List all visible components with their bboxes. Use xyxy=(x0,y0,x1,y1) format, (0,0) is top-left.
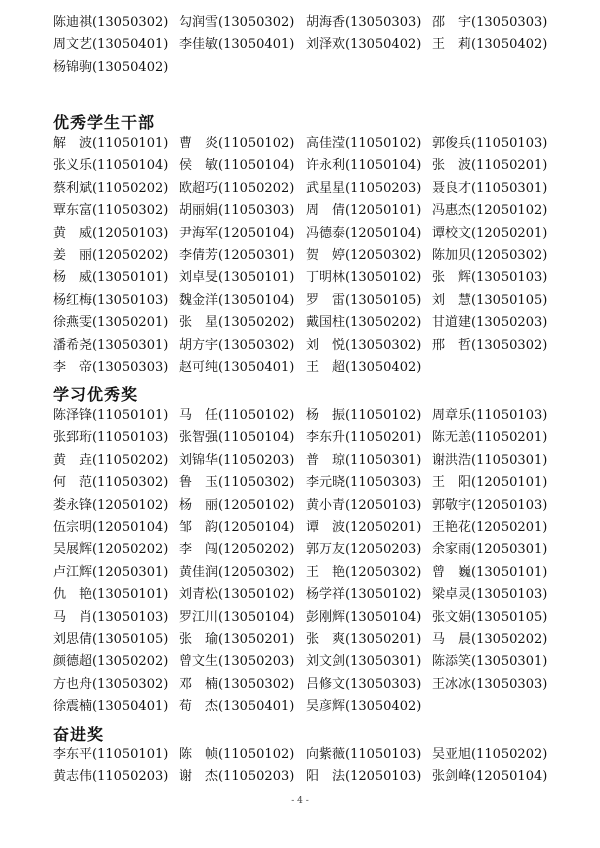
name-entry: 李佳敏(13050401) xyxy=(179,37,295,53)
name-entry: 曾 巍(13050101) xyxy=(432,564,548,580)
name-entry: 贺 婷(12050302) xyxy=(306,247,422,263)
name-entry: 娄永锋(12050102) xyxy=(53,497,169,513)
name-entry: 黄 垚(11050202) xyxy=(53,452,169,468)
name-entry: 何 范(11050302) xyxy=(53,475,169,491)
name-entry: 颜德超(13050202) xyxy=(53,654,169,670)
name-entry: 解 波(11050101) xyxy=(53,136,169,151)
name-entry: 胡丽娟(11050303) xyxy=(179,203,295,219)
name-entry: 张 星(13050202) xyxy=(179,315,295,331)
name-entry: 吴亚旭(11050202) xyxy=(432,747,548,762)
name-entry: 罗江川(13050104) xyxy=(179,609,295,625)
name-entry: 聂良才(11050301) xyxy=(432,180,548,196)
name-entry: 郭俊兵(11050103) xyxy=(432,136,548,151)
academic-excellence-list xyxy=(0,405,600,718)
name-entry: 许永利(11050104) xyxy=(306,158,422,174)
name-entry: 欧超巧(11050202) xyxy=(179,180,295,196)
name-entry: 刘 慧(13050105) xyxy=(432,292,548,308)
name-entry: 徐震楠(13050401) xyxy=(53,699,169,715)
name-entry: 潘希尧(13050301) xyxy=(53,337,169,353)
name-entry: 谭 波(12050201) xyxy=(306,519,422,535)
name-entry: 彭刚辉(13050104) xyxy=(306,609,422,625)
list-row xyxy=(0,696,600,718)
name-entry: 张 辉(13050103) xyxy=(432,270,548,286)
name-entry: 侯 敏(11050104) xyxy=(179,158,295,174)
name-entry: 周文艺(13050401) xyxy=(53,37,169,53)
name-entry: 杨 威(13050101) xyxy=(53,270,169,286)
name-entry: 张 瑜(13050201) xyxy=(179,631,295,647)
list-row xyxy=(0,744,600,766)
name-entry: 杨锦驹(13050402) xyxy=(53,59,169,75)
list-row xyxy=(0,766,600,788)
name-entry: 黄志伟(11050203) xyxy=(53,769,169,785)
name-entry: 杨学祥(13050102) xyxy=(306,587,422,603)
name-entry: 王 艳(12050302) xyxy=(306,564,422,580)
name-entry: 向紫薇(11050103) xyxy=(306,747,422,762)
name-entry: 赵可纯(13050401) xyxy=(179,359,295,375)
list-row xyxy=(0,267,600,289)
list-row xyxy=(0,155,600,177)
list-row xyxy=(0,312,600,334)
list-row xyxy=(0,607,600,629)
name-entry: 黄小青(12050103) xyxy=(306,497,422,513)
name-entry: 魏金洋(13050104) xyxy=(179,292,295,308)
name-entry: 张义乐(11050104) xyxy=(53,158,169,174)
list-row xyxy=(0,539,600,561)
list-row xyxy=(0,427,600,449)
list-row xyxy=(0,34,600,56)
name-entry: 邹 韵(12050104) xyxy=(179,519,295,535)
list-row xyxy=(0,584,600,606)
list-row xyxy=(0,450,600,472)
name-entry: 杨 丽(12050102) xyxy=(179,497,295,513)
name-entry: 杨 振(11050102) xyxy=(306,408,422,423)
name-entry: 张文娟(13050105) xyxy=(432,609,548,625)
name-entry: 胡方宇(13050302) xyxy=(179,337,295,353)
name-entry: 吴展辉(12050202) xyxy=(53,542,169,558)
name-entry: 马 肖(13050103) xyxy=(53,609,169,625)
name-entry: 陈迪祺(13050302) xyxy=(53,15,169,30)
list-row xyxy=(0,290,600,312)
name-entry: 刘锦华(11050203) xyxy=(179,452,295,468)
name-entry: 李 帝(13050303) xyxy=(53,359,169,375)
name-entry: 勾润雪(13050302) xyxy=(179,15,295,30)
list-row xyxy=(0,651,600,673)
name-entry: 李倩芳(12050301) xyxy=(179,247,295,263)
name-entry: 李东平(11050101) xyxy=(53,747,169,762)
section-title-outstanding-cadres: 优秀学生干部 xyxy=(53,113,156,132)
name-entry: 曹 炎(11050102) xyxy=(179,136,295,151)
name-entry: 甘道建(13050203) xyxy=(432,315,548,331)
name-entry: 邵 宇(13050303) xyxy=(432,15,548,30)
name-entry: 周 倩(12050101) xyxy=(306,203,422,219)
name-entry: 陈无恙(11050201) xyxy=(432,430,548,446)
name-entry: 冯德泰(12050104) xyxy=(306,225,422,241)
list-row xyxy=(0,335,600,357)
name-entry: 王 莉(13050402) xyxy=(432,37,548,53)
list-row xyxy=(0,245,600,267)
name-entry: 刘思倩(13050105) xyxy=(53,631,169,647)
name-entry: 张剑峰(12050104) xyxy=(432,769,548,785)
name-entry: 谢洪浩(11050301) xyxy=(432,452,548,468)
name-entry: 卢江辉(12050301) xyxy=(53,564,169,580)
outstanding-cadres-list xyxy=(0,133,600,379)
name-entry: 高佳滢(11050102) xyxy=(306,136,422,151)
list-row xyxy=(0,517,600,539)
name-entry: 陈 帧(11050102) xyxy=(179,747,295,762)
name-entry: 陈加贝(12050302) xyxy=(432,247,548,263)
list-row xyxy=(0,405,600,427)
name-entry: 鲁 玉(11050302) xyxy=(179,475,295,491)
name-entry: 冯惠杰(12050102) xyxy=(432,203,548,219)
name-entry: 刘文剑(13050301) xyxy=(306,654,422,670)
name-entry: 丁明林(13050102) xyxy=(306,270,422,286)
name-entry: 陈添笑(13050301) xyxy=(432,654,548,670)
name-entry: 方也舟(13050302) xyxy=(53,676,169,692)
name-entry: 王 超(13050402) xyxy=(306,359,422,375)
continued-name-list xyxy=(0,12,600,79)
list-row xyxy=(0,133,600,155)
page-number: - 4 - xyxy=(291,796,309,806)
progress-award-list xyxy=(0,744,600,789)
name-entry: 黄佳润(12050302) xyxy=(179,564,295,580)
name-entry: 余家雨(12050301) xyxy=(432,542,548,558)
name-entry: 普 琼(11050301) xyxy=(306,452,422,468)
name-entry: 李东升(11050201) xyxy=(306,430,422,446)
name-entry: 黄 威(12050103) xyxy=(53,225,169,241)
name-entry: 武星星(11050203) xyxy=(306,180,422,196)
name-entry: 谭校文(12050201) xyxy=(432,225,548,241)
name-entry: 罗 雷(13050105) xyxy=(306,292,422,308)
list-row xyxy=(0,223,600,245)
name-entry: 谢 杰(11050203) xyxy=(179,769,295,785)
name-entry: 胡海香(13050303) xyxy=(306,15,422,30)
name-entry: 张智强(11050104) xyxy=(179,430,295,446)
name-entry: 李 闯(12050202) xyxy=(179,542,295,558)
name-entry: 王艳花(12050201) xyxy=(432,519,548,535)
name-entry: 马 晨(13050202) xyxy=(432,631,548,647)
name-entry: 张 爽(13050201) xyxy=(306,631,422,647)
name-entry: 荀 杰(13050401) xyxy=(179,699,295,715)
name-entry: 刘 悦(13050302) xyxy=(306,337,422,353)
name-entry: 梁卓灵(13050103) xyxy=(432,587,548,603)
name-entry: 邢 哲(13050302) xyxy=(432,337,548,353)
name-entry: 刘泽欢(13050402) xyxy=(306,37,422,53)
list-row xyxy=(0,674,600,696)
name-entry: 仇 艳(13050101) xyxy=(53,587,169,603)
section-title-academic-excellence: 学习优秀奖 xyxy=(53,385,139,404)
name-entry: 王冰冰(13050303) xyxy=(432,676,548,692)
list-row xyxy=(0,57,600,79)
name-entry: 吴彦辉(13050402) xyxy=(306,699,422,715)
list-row xyxy=(0,562,600,584)
name-entry: 马 任(11050102) xyxy=(179,408,295,423)
list-row xyxy=(0,200,600,222)
name-entry: 张郅珩(11050103) xyxy=(53,430,169,446)
name-entry: 尹海军(12050104) xyxy=(179,225,295,241)
list-row xyxy=(0,357,600,379)
name-entry: 张 波(11050201) xyxy=(432,158,548,174)
name-entry: 王 阳(12050101) xyxy=(432,475,548,491)
name-entry: 郭万友(12050203) xyxy=(306,542,422,558)
name-entry: 曾文生(13050203) xyxy=(179,654,295,670)
list-row xyxy=(0,495,600,517)
list-row xyxy=(0,629,600,651)
name-entry: 戴国柱(13050202) xyxy=(306,315,422,331)
name-entry: 伍宗明(12050104) xyxy=(53,519,169,535)
list-row xyxy=(0,12,600,34)
name-entry: 周章乐(11050103) xyxy=(432,408,548,423)
name-entry: 姜 丽(12050202) xyxy=(53,247,169,263)
name-entry: 阳 法(12050103) xyxy=(306,769,422,785)
name-entry: 郭敬宇(12050103) xyxy=(432,497,548,513)
name-entry: 刘青松(13050102) xyxy=(179,587,295,603)
section-title-progress-award: 奋进奖 xyxy=(53,725,105,744)
name-entry: 覃东富(11050302) xyxy=(53,203,169,219)
name-entry: 陈泽锋(11050101) xyxy=(53,408,169,423)
name-entry: 徐燕雯(13050201) xyxy=(53,315,169,331)
list-row xyxy=(0,472,600,494)
name-entry: 吕修文(13050303) xyxy=(306,676,422,692)
name-entry: 刘卓旻(13050101) xyxy=(179,270,295,286)
name-entry: 李元晓(11050303) xyxy=(306,475,422,491)
list-row xyxy=(0,178,600,200)
name-entry: 邓 楠(13050302) xyxy=(179,676,295,692)
name-entry: 蔡利斌(11050202) xyxy=(53,180,169,196)
name-entry: 杨红梅(13050103) xyxy=(53,292,169,308)
